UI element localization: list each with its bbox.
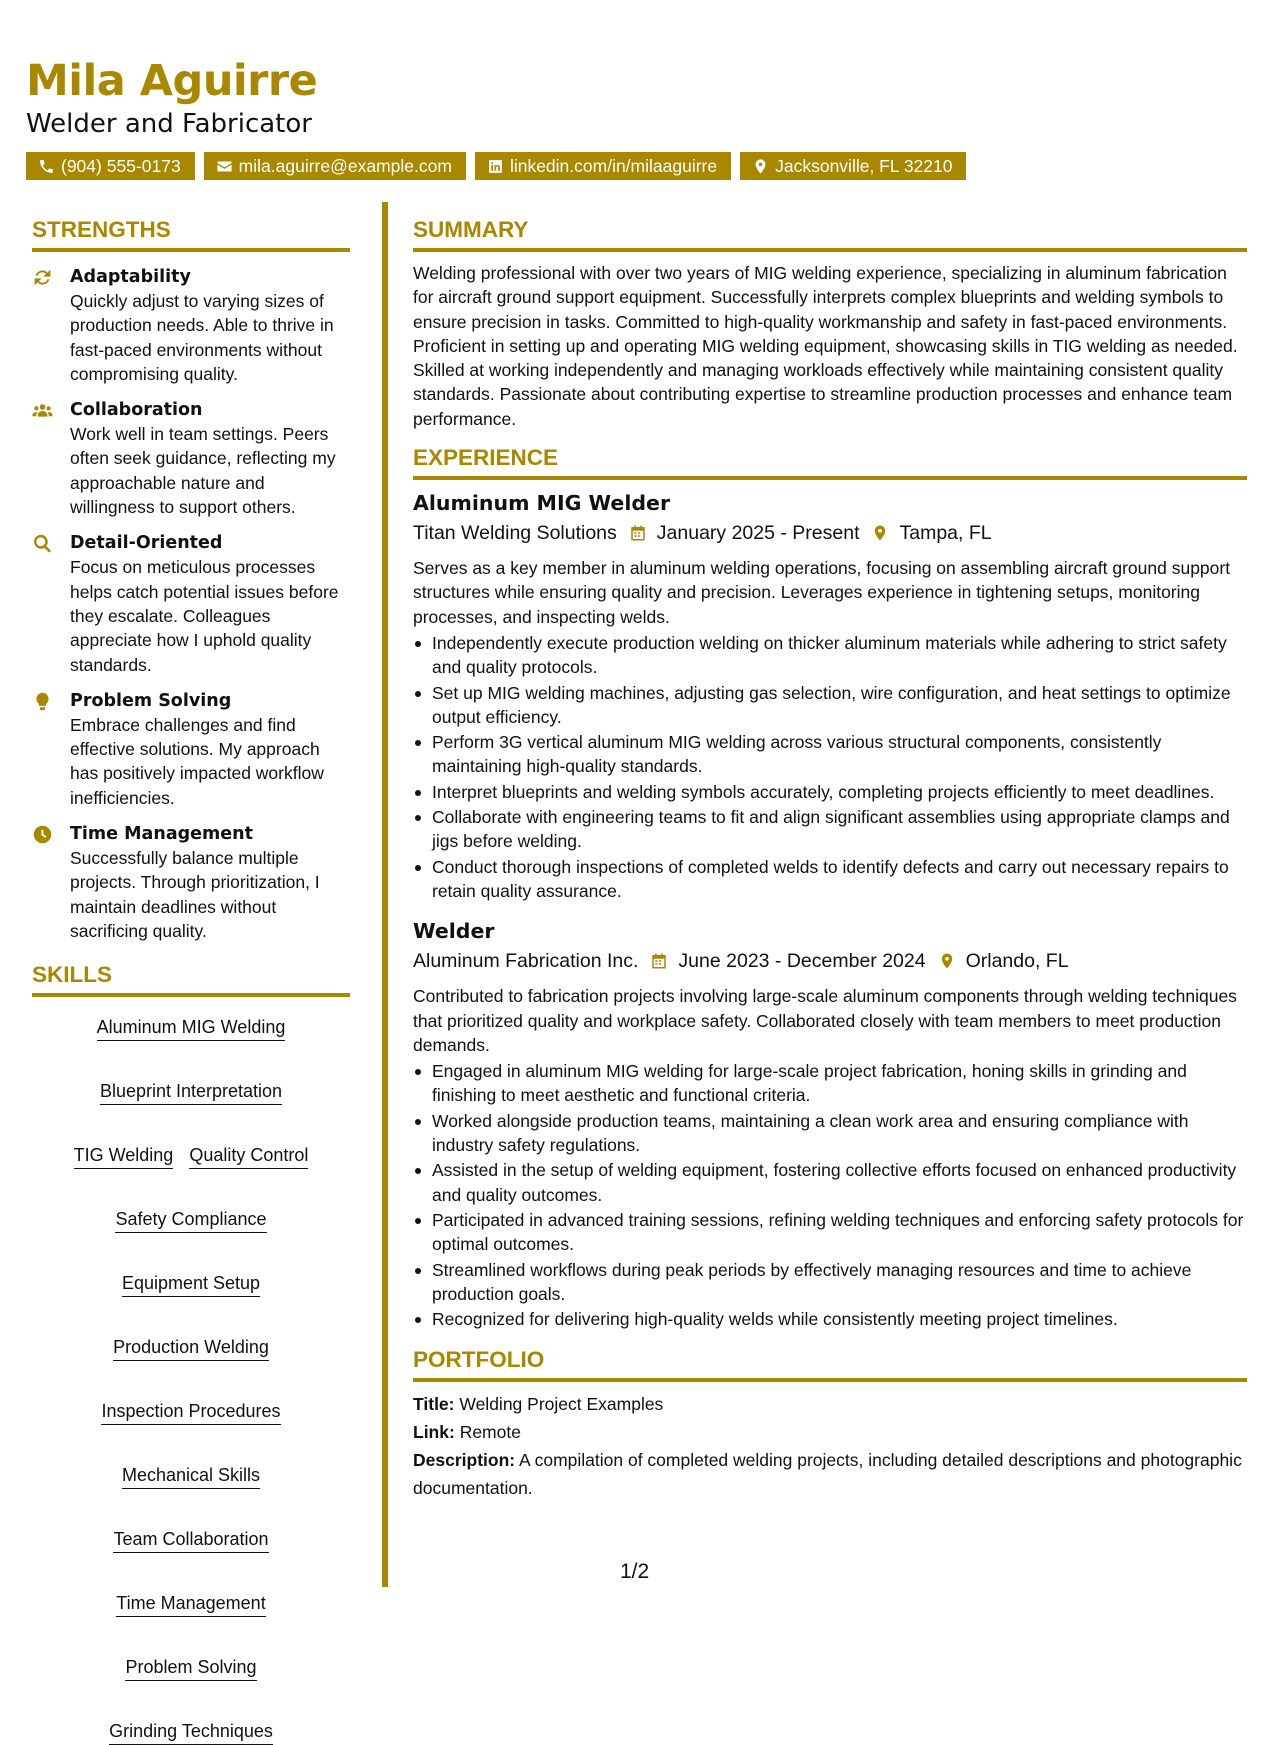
skill-tag: TIG Welding — [74, 1143, 174, 1169]
strength-title: Collaboration — [70, 400, 203, 421]
email-text: mila.aguirre@example.com — [238, 155, 452, 176]
bullet-item: Perform 3G vertical aluminum MIG welding across various structural components, consistently maintaining high-quality standards. — [413, 730, 1247, 779]
strength-desc: Focus on meticulous processes helps catch potential issues before they escalate. Colleagues appreciate how I uphold quality standards. — [70, 557, 339, 675]
strengths-list — [32, 265, 350, 943]
linkedin-text: linkedin.com/in/milaaguirre — [509, 155, 718, 176]
strength-item — [32, 689, 350, 810]
job-title: Welder — [413, 919, 495, 944]
portfolio-link-row — [413, 1418, 1247, 1446]
skill-tag: Equipment Setup — [122, 1271, 260, 1297]
search-icon — [32, 533, 53, 554]
job-description: Contributed to fabrication projects involving large-scale aluminum components through welding techniques that prioritized quality and workplace safety. Collaborated closely with team members to meet production demands. — [413, 986, 1237, 1055]
strength-title: Detail-Oriented — [70, 533, 223, 554]
portfolio-details — [413, 1390, 1247, 1502]
bullet-item: Recognized for delivering high-quality welds while consistently meeting project timelines. — [413, 1307, 1247, 1331]
portfolio-desc-label: Description: — [413, 1450, 516, 1471]
job-meta — [413, 518, 1247, 548]
bullet-item: Assisted in the setup of welding equipment, fostering collective efforts focused on enhanced productivity and quality outcomes. — [413, 1158, 1247, 1207]
map-pin-icon — [752, 158, 769, 175]
bullet-item: Participated in advanced training sessions, refining welding techniques and enforcing safety protocols for optimal outcomes. — [413, 1208, 1247, 1257]
phone-chip[interactable] — [26, 152, 195, 180]
strength-title: Time Management — [70, 824, 253, 845]
skill-tag: Problem Solving — [125, 1655, 256, 1681]
page-number: 1/2 — [620, 1560, 650, 1583]
phone-icon — [38, 158, 55, 175]
job-description: Serves as a key member in aluminum welding operations, focusing on assembling aircraft ground support structures while ensuring quality and precision. Leverages experience in tightening setups, monitoring processes, and inspecting welds. — [413, 558, 1231, 627]
skill-tag: Aluminum MIG Welding — [97, 1015, 286, 1041]
portfolio-desc-value: A compilation of completed welding projects, including detailed descriptions and photographic documentation. — [413, 1450, 1242, 1499]
bullet-item: Engaged in aluminum MIG welding for large-scale project fabrication, honing skills in grinding and finishing to meet aesthetic and functional criteria. — [413, 1059, 1247, 1108]
map-pin-icon — [871, 524, 889, 542]
portfolio-title-label: Title: — [413, 1394, 455, 1415]
candidate-name: Mila Aguirre — [26, 56, 318, 106]
bullet-item: Worked alongside production teams, maintaining a clean work area and ensuring compliance with industry safety regulations. — [413, 1109, 1247, 1158]
bullet-item: Interpret blueprints and welding symbols accurately, completing projects efficiently to meet deadlines. — [413, 780, 1247, 804]
phone-text: (904) 555-0173 — [61, 155, 181, 176]
strength-title: Problem Solving — [70, 690, 232, 711]
email-chip[interactable] — [204, 152, 466, 180]
job-entry — [413, 489, 1247, 903]
bullet-item: Independently execute production welding on thicker aluminum materials while adhering to strict safety and quality protocols. — [413, 631, 1247, 680]
strength-item — [32, 822, 350, 943]
job-company: Aluminum Fabrication Inc. — [413, 950, 639, 973]
job-location: Orlando, FL — [965, 950, 1069, 973]
envelope-icon — [216, 158, 233, 175]
bullet-item: Streamlined workflows during peak periods by effectively managing resources and time to achieve production goals. — [413, 1258, 1247, 1307]
calendar-icon — [650, 952, 668, 970]
job-bullets — [413, 1059, 1247, 1331]
right-column — [413, 216, 1247, 1502]
lightbulb-icon — [32, 691, 53, 712]
skills-heading: SKILLS — [32, 961, 350, 997]
job-entry — [413, 917, 1247, 1331]
bullet-item: Set up MIG welding machines, adjusting gas selection, wire configuration, and heat settings to optimize output efficiency. — [413, 681, 1247, 730]
skill-tag: Grinding Techniques — [109, 1719, 273, 1745]
experience-heading: EXPERIENCE — [413, 444, 1247, 480]
summary-heading: SUMMARY — [413, 216, 1247, 252]
location-chip — [740, 152, 966, 180]
skill-tag: Inspection Procedures — [101, 1399, 280, 1425]
refresh-icon — [32, 267, 53, 288]
calendar-icon — [629, 524, 647, 542]
summary-text: Welding professional with over two years of MIG welding experience, specializing in aluminum fabrication for aircraft ground support equipment. Successfully interprets complex blueprints and welding symbols to ensure precision in tasks. Committed to high-quality workmanship and safety in fast-paced environments. Proficient in setting up and operating MIG welding equipment, showcasing skills in TIG welding as needed. Skilled at working independently and managing workloads effectively while maintaining consistent quality standards. Passionate about contributing expertise to streamline production processes and enhance team performance. — [413, 263, 1238, 429]
strengths-heading: STRENGTHS — [32, 216, 350, 252]
job-company: Titan Welding Solutions — [413, 522, 617, 545]
skill-tag: Quality Control — [189, 1143, 308, 1169]
skill-tag: Team Collaboration — [113, 1527, 268, 1553]
bullet-item: Conduct thorough inspections of completed welds to identify defects and carry out necessary repairs to retain quality assurance. — [413, 855, 1247, 904]
job-dates: January 2025 - Present — [656, 522, 860, 545]
bullet-item: Collaborate with engineering teams to fit and align significant assemblies using appropriate clamps and jigs before welding. — [413, 805, 1247, 854]
strength-item — [32, 265, 350, 386]
strength-desc: Successfully balance multiple projects. Through prioritization, I maintain deadlines without sacrificing quality. — [70, 848, 320, 941]
portfolio-link-label: Link: — [413, 1422, 455, 1443]
strength-item — [32, 531, 350, 676]
location-text: Jacksonville, FL 32210 — [775, 155, 953, 176]
linkedin-chip[interactable] — [475, 152, 731, 180]
job-bullets — [413, 631, 1247, 903]
contact-bar — [26, 152, 966, 180]
job-location: Tampa, FL — [899, 522, 992, 545]
skill-tag: Mechanical Skills — [122, 1463, 260, 1489]
job-title: Aluminum MIG Welder — [413, 491, 671, 516]
map-pin-icon — [938, 952, 956, 970]
left-column — [32, 216, 350, 1745]
portfolio-title-value: Welding Project Examples — [459, 1394, 664, 1415]
skills-list — [32, 1015, 350, 1745]
skill-tag: Blueprint Interpretation — [100, 1079, 282, 1105]
column-divider — [382, 202, 388, 1587]
skill-tag: Safety Compliance — [115, 1207, 266, 1233]
users-icon — [32, 400, 53, 421]
strength-desc: Quickly adjust to varying sizes of production needs. Able to thrive in fast-paced environments without compromising quality. — [70, 291, 334, 384]
strength-desc: Embrace challenges and find effective solutions. My approach has positively impacted workflow inefficiencies. — [70, 714, 324, 808]
candidate-role: Welder and Fabricator — [26, 109, 312, 139]
clock-icon — [32, 824, 53, 845]
skill-tag: Time Management — [116, 1591, 265, 1617]
skill-tag: Production Welding — [113, 1335, 269, 1361]
strength-item — [32, 398, 350, 519]
strength-title: Adaptability — [70, 267, 191, 287]
linkedin-icon — [487, 158, 504, 175]
job-meta — [413, 946, 1247, 976]
portfolio-heading: PORTFOLIO — [413, 1346, 1247, 1382]
portfolio-desc-row — [413, 1446, 1247, 1502]
strength-desc: Work well in team settings. Peers often seek guidance, reflecting my approachable nature and willingness to support others. — [70, 424, 336, 518]
job-dates: June 2023 - December 2024 — [678, 950, 926, 973]
portfolio-title-row — [413, 1390, 1247, 1418]
portfolio-link-value[interactable]: Remote — [459, 1422, 521, 1443]
